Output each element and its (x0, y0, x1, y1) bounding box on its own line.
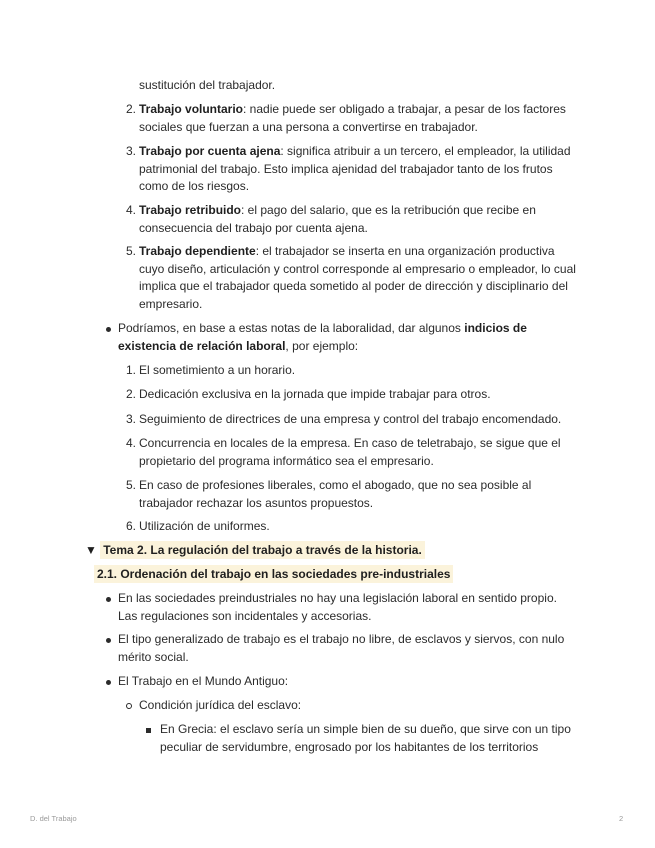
bullet-icon (106, 680, 111, 685)
toggle-heading[interactable] (85, 542, 425, 560)
bullet-icon (106, 327, 111, 332)
list-number: 3. (125, 144, 136, 158)
list-number: 2. (125, 102, 136, 116)
list-item (122, 477, 582, 512)
list-item (122, 243, 582, 313)
list-text: En caso de profesiones liberales, como el abogado, que no sea posible al trabajador rechazar los asuntos propuestos. (139, 478, 532, 510)
list-text: El sometimiento a un horario. (139, 363, 296, 377)
list-item (122, 411, 582, 429)
list-item (122, 143, 582, 196)
bullet-text-post: , por ejemplo: (285, 338, 359, 353)
list-text: Utilización de uniformes. (139, 519, 270, 533)
bullet-text-bold: indicios de existencia de relación laboral (118, 321, 527, 353)
list-number: 4. (125, 203, 136, 217)
subheading-text: 2.1. Ordenación del trabajo en las sociedades pre-industriales (94, 565, 453, 583)
list-number: 5. (125, 244, 136, 258)
list-text: Dedicación exclusiva en la jornada que impide trabajar para otros. (139, 387, 491, 401)
list-item (122, 362, 582, 380)
subsub-bullet-text: En Grecia: el esclavo sería un simple bien de su dueño, que sirve con un tipo peculiar de servidumbre, engrosado por los habitantes de los territorios (160, 722, 571, 754)
term-bold: Trabajo dependiente (139, 244, 256, 258)
bullet-paragraph (118, 320, 558, 355)
bullet-text: El Trabajo en el Mundo Antiguo: (118, 674, 289, 688)
bullet-icon (106, 638, 111, 643)
square-bullet-icon (146, 728, 151, 733)
list-number: 1. (125, 363, 136, 377)
list-number: 3. (125, 412, 136, 426)
page-number: 2 (619, 814, 624, 823)
list-text: Seguimiento de directrices de una empresa y control del trabajo encomendado. (139, 412, 562, 426)
bullet-text: El tipo generalizado de trabajo es el trabajo no libre, de esclavos y siervos, con nulo mérito social. (118, 632, 565, 664)
term-bold: Trabajo retribuido (139, 203, 242, 217)
toggle-heading-text: Tema 2. La regulación del trabajo a través de la historia. (100, 541, 425, 559)
subheading (94, 566, 453, 584)
continuation-text: sustitución del trabajador. (139, 78, 276, 92)
list-item (122, 202, 582, 237)
term-description: : significa atribuir a un tercero, el empleador, la utilidad patrimonial del trabajo. Esto implica ajenidad del trabajador tanto de los frutos como de los riesgos. (139, 144, 571, 193)
hollow-bullet-icon (126, 703, 132, 709)
list-number: 4. (125, 436, 136, 450)
term-bold: Trabajo voluntario (139, 102, 244, 116)
list-number: 2. (125, 387, 136, 401)
list-item (122, 435, 582, 470)
toggle-arrow-icon[interactable]: ▼ (85, 543, 97, 557)
footer-title: D. del Trabajo (30, 814, 77, 823)
list-item (122, 518, 582, 536)
term-description: : nadie puede ser obligado a trabajar, a pesar de los factores sociales que fuerzan a una persona a convertirse en trabajador. (139, 102, 566, 134)
bullet-icon (106, 597, 111, 602)
sub-bullet-text: Condición jurídica del esclavo: (139, 698, 302, 712)
list-number: 6. (125, 519, 136, 533)
list-text: Concurrencia en locales de la empresa. En caso de teletrabajo, se sigue que el propietario del programa informático sea el empresario. (139, 436, 561, 468)
bullet-text-pre: Podríamos, en base a estas notas de la laboralidad, dar algunos (118, 321, 465, 335)
term-description: : el trabajador se inserta en una organización productiva cuyo diseño, articulación y control corresponde al empresario o empleador, lo cual implica que el trabajador queda sometido al poder de dirección y disciplinario del empresario. (139, 244, 576, 311)
term-description: : el pago del salario, que es la retribución que recibe en consecuencia del trabajo por cuenta ajena. (139, 203, 536, 235)
list-number: 5. (125, 478, 136, 492)
bullet-text: En las sociedades preindustriales no hay una legislación laboral en sentido propio. Las regulaciones son incidentales y accesorias. (118, 591, 557, 623)
list-item (122, 101, 582, 136)
term-bold: Trabajo por cuenta ajena (139, 144, 281, 158)
list-item (122, 386, 582, 404)
